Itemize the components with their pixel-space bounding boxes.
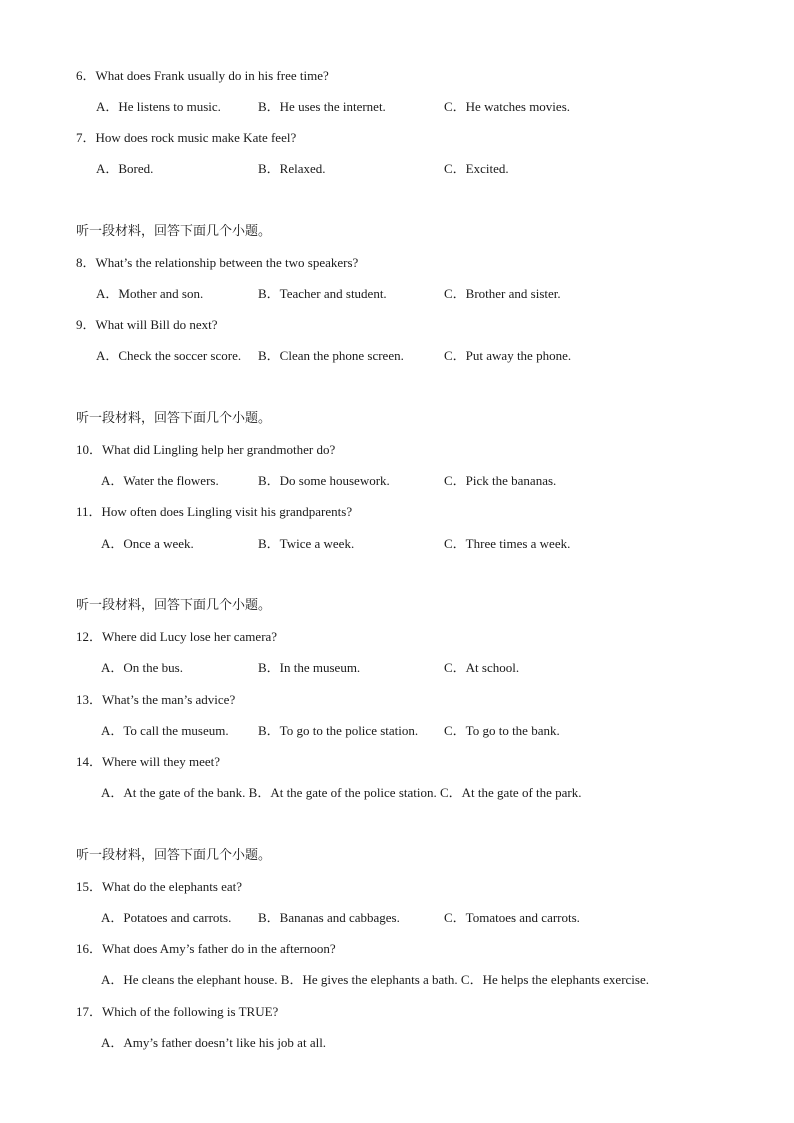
- question-text: What did Lingling help her grandmother do?: [102, 442, 336, 457]
- question-stem: [76, 754, 220, 770]
- question-number: 10．: [76, 442, 103, 457]
- option-row[interactable]: A．At the gate of the bank. B．At the gate of the police station. C．At the gate of the park.: [101, 785, 582, 800]
- question-text: What’s the man’s advice?: [102, 692, 236, 707]
- option-b[interactable]: B．To go to the police station.: [258, 723, 419, 738]
- question-text: How does rock music make Kate feel?: [95, 130, 297, 145]
- question-number: 7．: [76, 130, 96, 145]
- question-number: 17．: [76, 1004, 103, 1019]
- question-number: 13．: [76, 692, 103, 707]
- option-row[interactable]: A．Amy’s father doesn’t like his job at all.: [101, 1035, 327, 1050]
- question-stem: [76, 692, 235, 708]
- question-text: What do the elephants eat?: [102, 879, 243, 894]
- option-b[interactable]: B．Twice a week.: [258, 536, 355, 551]
- option-c[interactable]: C．He watches movies.: [444, 99, 571, 114]
- question-number: 9．: [76, 317, 96, 332]
- question-text: How often does Lingling visit his grandparents?: [101, 504, 353, 519]
- question-stem: [76, 879, 242, 895]
- option-c[interactable]: C．Excited.: [444, 161, 509, 176]
- question-stem: [76, 317, 218, 333]
- question-text: Where will they meet?: [102, 754, 221, 769]
- option-c[interactable]: C．Three times a week.: [444, 536, 571, 551]
- question-number: 15．: [76, 879, 103, 894]
- question-number: 6．: [76, 68, 96, 83]
- option-c[interactable]: C．Put away the phone.: [444, 348, 572, 363]
- question-stem: [76, 68, 329, 84]
- option-b[interactable]: B．In the museum.: [258, 660, 361, 675]
- option-a[interactable]: A．Water the flowers.: [101, 473, 219, 488]
- question-stem: [76, 442, 335, 458]
- question-number: 16．: [76, 941, 103, 956]
- section-instruction: 听一段材料，回答下面几个小题。: [76, 598, 272, 613]
- option-a[interactable]: A．Once a week.: [101, 536, 194, 551]
- option-a[interactable]: A．To call the museum.: [101, 723, 229, 738]
- question-text: What will Bill do next?: [95, 317, 218, 332]
- option-a[interactable]: A．Bored.: [96, 161, 154, 176]
- question-stem: [76, 941, 336, 957]
- option-b[interactable]: B．He uses the internet.: [258, 99, 386, 114]
- section-instruction: 听一段材料，回答下面几个小题。: [76, 411, 272, 426]
- option-a[interactable]: A．On the bus.: [101, 660, 183, 675]
- option-c[interactable]: C．Brother and sister.: [444, 286, 561, 301]
- question-number: 14．: [76, 754, 103, 769]
- option-a[interactable]: A．Potatoes and carrots.: [101, 910, 232, 925]
- option-row[interactable]: A．He cleans the elephant house. B．He gives the elephants a bath. C．He helps the elephants exercise.: [101, 972, 649, 987]
- section-instruction: 听一段材料，回答下面几个小题。: [76, 224, 272, 239]
- option-c[interactable]: C．At school.: [444, 660, 520, 675]
- question-text: What’s the relationship between the two speakers?: [95, 255, 359, 270]
- option-b[interactable]: B．Teacher and student.: [258, 286, 387, 301]
- option-b[interactable]: B．Relaxed.: [258, 161, 326, 176]
- question-number: 11．: [76, 504, 102, 519]
- question-text: Which of the following is TRUE?: [102, 1004, 279, 1019]
- question-stem: [76, 504, 352, 520]
- question-text: What does Amy’s father do in the afternoon?: [102, 941, 336, 956]
- question-stem: [76, 130, 296, 146]
- option-a[interactable]: A．Check the soccer score.: [96, 348, 242, 363]
- option-b[interactable]: B．Clean the phone screen.: [258, 348, 404, 363]
- question-text: Where did Lucy lose her camera?: [102, 629, 278, 644]
- option-c[interactable]: C．To go to the bank.: [444, 723, 560, 738]
- option-a[interactable]: A．Mother and son.: [96, 286, 204, 301]
- question-stem: [76, 629, 277, 645]
- question-text: What does Frank usually do in his free time?: [95, 68, 329, 83]
- section-instruction: 听一段材料，回答下面几个小题。: [76, 848, 272, 863]
- option-b[interactable]: B．Bananas and cabbages.: [258, 910, 400, 925]
- question-number: 8．: [76, 255, 96, 270]
- question-number: 12．: [76, 629, 103, 644]
- question-stem: [76, 1004, 278, 1020]
- option-c[interactable]: C．Pick the bananas.: [444, 473, 557, 488]
- option-b[interactable]: B．Do some housework.: [258, 473, 390, 488]
- option-a[interactable]: A．He listens to music.: [96, 99, 221, 114]
- question-stem: [76, 255, 358, 271]
- option-c[interactable]: C．Tomatoes and carrots.: [444, 910, 580, 925]
